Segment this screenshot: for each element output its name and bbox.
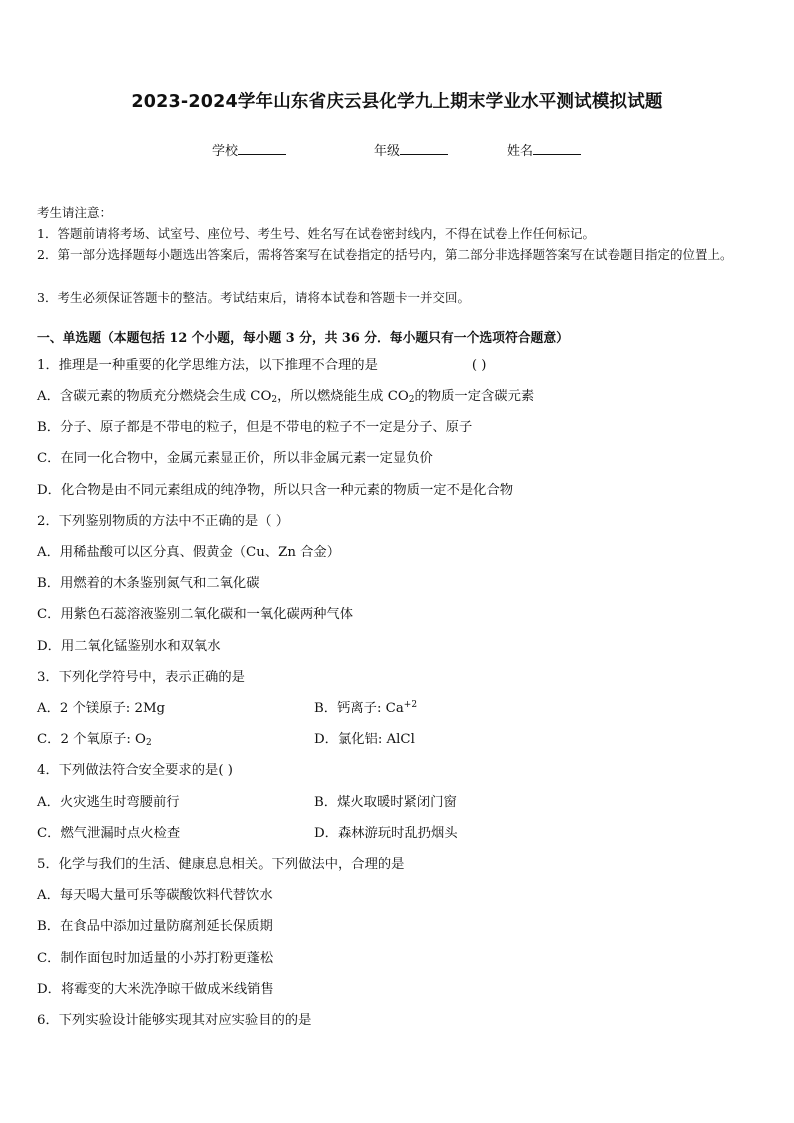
exam-title: 2023-2024学年山东省庆云县化学九上期末学业水平测试模拟试题: [131, 92, 663, 112]
question-5-option-d: D．将霉变的大米洗净晾干做成米线销售: [37, 982, 274, 997]
question-4-option-d: D．森林游玩时乱扔烟头: [314, 826, 458, 841]
notice-item-3: 3．考生必须保证答题卡的整洁。考试结束后，请将本试卷和答题卡一并交回。: [37, 290, 470, 305]
question-1-stem: [37, 354, 487, 373]
superscript: +2: [403, 700, 418, 710]
subscript: 2: [271, 395, 278, 405]
question-5-option-a: A．每天喝大量可乐等碳酸饮料代替饮水: [37, 888, 273, 903]
question-2-option-c: C．用紫色石蕊溶液鉴别二氧化碳和一氧化碳两种气体: [37, 607, 354, 622]
question-3-stem: 3．下列化学符号中，表示正确的是: [37, 670, 245, 685]
grade-blank: [400, 142, 448, 155]
option-text: 的物质一定含碳元素: [414, 389, 535, 404]
question-4-option-b: B．煤火取暖时紧闭门窗: [314, 795, 457, 810]
question-3-option-b: [314, 697, 417, 716]
option-text: C．2 个氧原子: O: [37, 732, 146, 747]
question-5-option-b: B．在食品中添加过量防腐剂延长保质期: [37, 919, 273, 934]
notice-item-1: 1．答题前请将考场、试室号、座位号、考生号、姓名写在试卷密封线内，不得在试卷上作任何标记。: [37, 226, 595, 241]
option-text: A．含碳元素的物质充分燃烧会生成 CO: [37, 389, 272, 404]
notice-item-2: 2．第一部分选择题每小题选出答案后，需将答案写在试卷指定的括号内，第二部分非选择题答案写在试卷题目指定的位置上。: [37, 247, 733, 262]
question-4-option-c: C．燃气泄漏时点火检查: [37, 826, 181, 841]
notice-heading: 考生请注意：: [37, 205, 113, 220]
question-3-option-d: D．氯化铝: AlCl: [314, 732, 415, 747]
question-2-option-d: D．用二氧化锰鉴别水和双氧水: [37, 639, 221, 654]
grade-label: 年级: [374, 144, 401, 159]
subscript: 2: [145, 738, 152, 748]
question-1-text: 1．推理是一种重要的化学思维方法，以下推理不合理的是: [37, 358, 378, 373]
question-1-option-d: D．化合物是由不同元素组成的纯净物，所以只含一种元素的物质一定不是化合物: [37, 483, 514, 498]
name-label: 姓名: [507, 144, 534, 159]
question-2-stem: 2．下列鉴别物质的方法中不正确的是（ ）: [37, 514, 290, 529]
section-heading: 一、单选题（本题包括 12 个小题，每小题 3 分，共 36 分．每小题只有一个选项符合题意）: [37, 331, 569, 346]
question-2-option-a: A．用稀盐酸可以区分真、假黄金（Cu、Zn 合金）: [37, 545, 341, 560]
question-5-stem: 5．化学与我们的生活、健康息息相关。下列做法中，合理的是: [37, 857, 405, 872]
question-4-option-a: A．火灾逃生时弯腰前行: [37, 795, 180, 810]
name-field: [507, 140, 581, 159]
school-field: [212, 140, 286, 159]
question-3-option-c: [37, 728, 152, 748]
question-2-option-b: B．用燃着的木条鉴别氮气和二氧化碳: [37, 576, 260, 591]
question-4-stem: 4．下列做法符合安全要求的是( ): [37, 763, 233, 778]
subscript: 2: [408, 395, 415, 405]
question-1-option-a: [37, 385, 534, 405]
name-blank: [533, 142, 581, 155]
option-text: ，所以燃烧能生成 CO: [277, 389, 409, 404]
option-text: B．钙离子: Ca: [314, 701, 404, 716]
grade-field: [374, 140, 448, 159]
school-label: 学校: [212, 144, 239, 159]
question-1-option-c: C．在同一化合物中，金属元素显正价，所以非金属元素一定显负价: [37, 451, 433, 466]
school-blank: [238, 142, 286, 155]
question-6-stem: 6．下列实验设计能够实现其对应实验目的的是: [37, 1013, 312, 1028]
question-3-option-a: A．2 个镁原子: 2Mg: [37, 701, 166, 716]
question-1-option-b: B．分子、原子都是不带电的粒子，但是不带电的粒子不一定是分子、原子: [37, 420, 473, 435]
answer-paren: ( ): [471, 358, 487, 373]
question-5-option-c: C．制作面包时加适量的小苏打粉更蓬松: [37, 951, 274, 966]
